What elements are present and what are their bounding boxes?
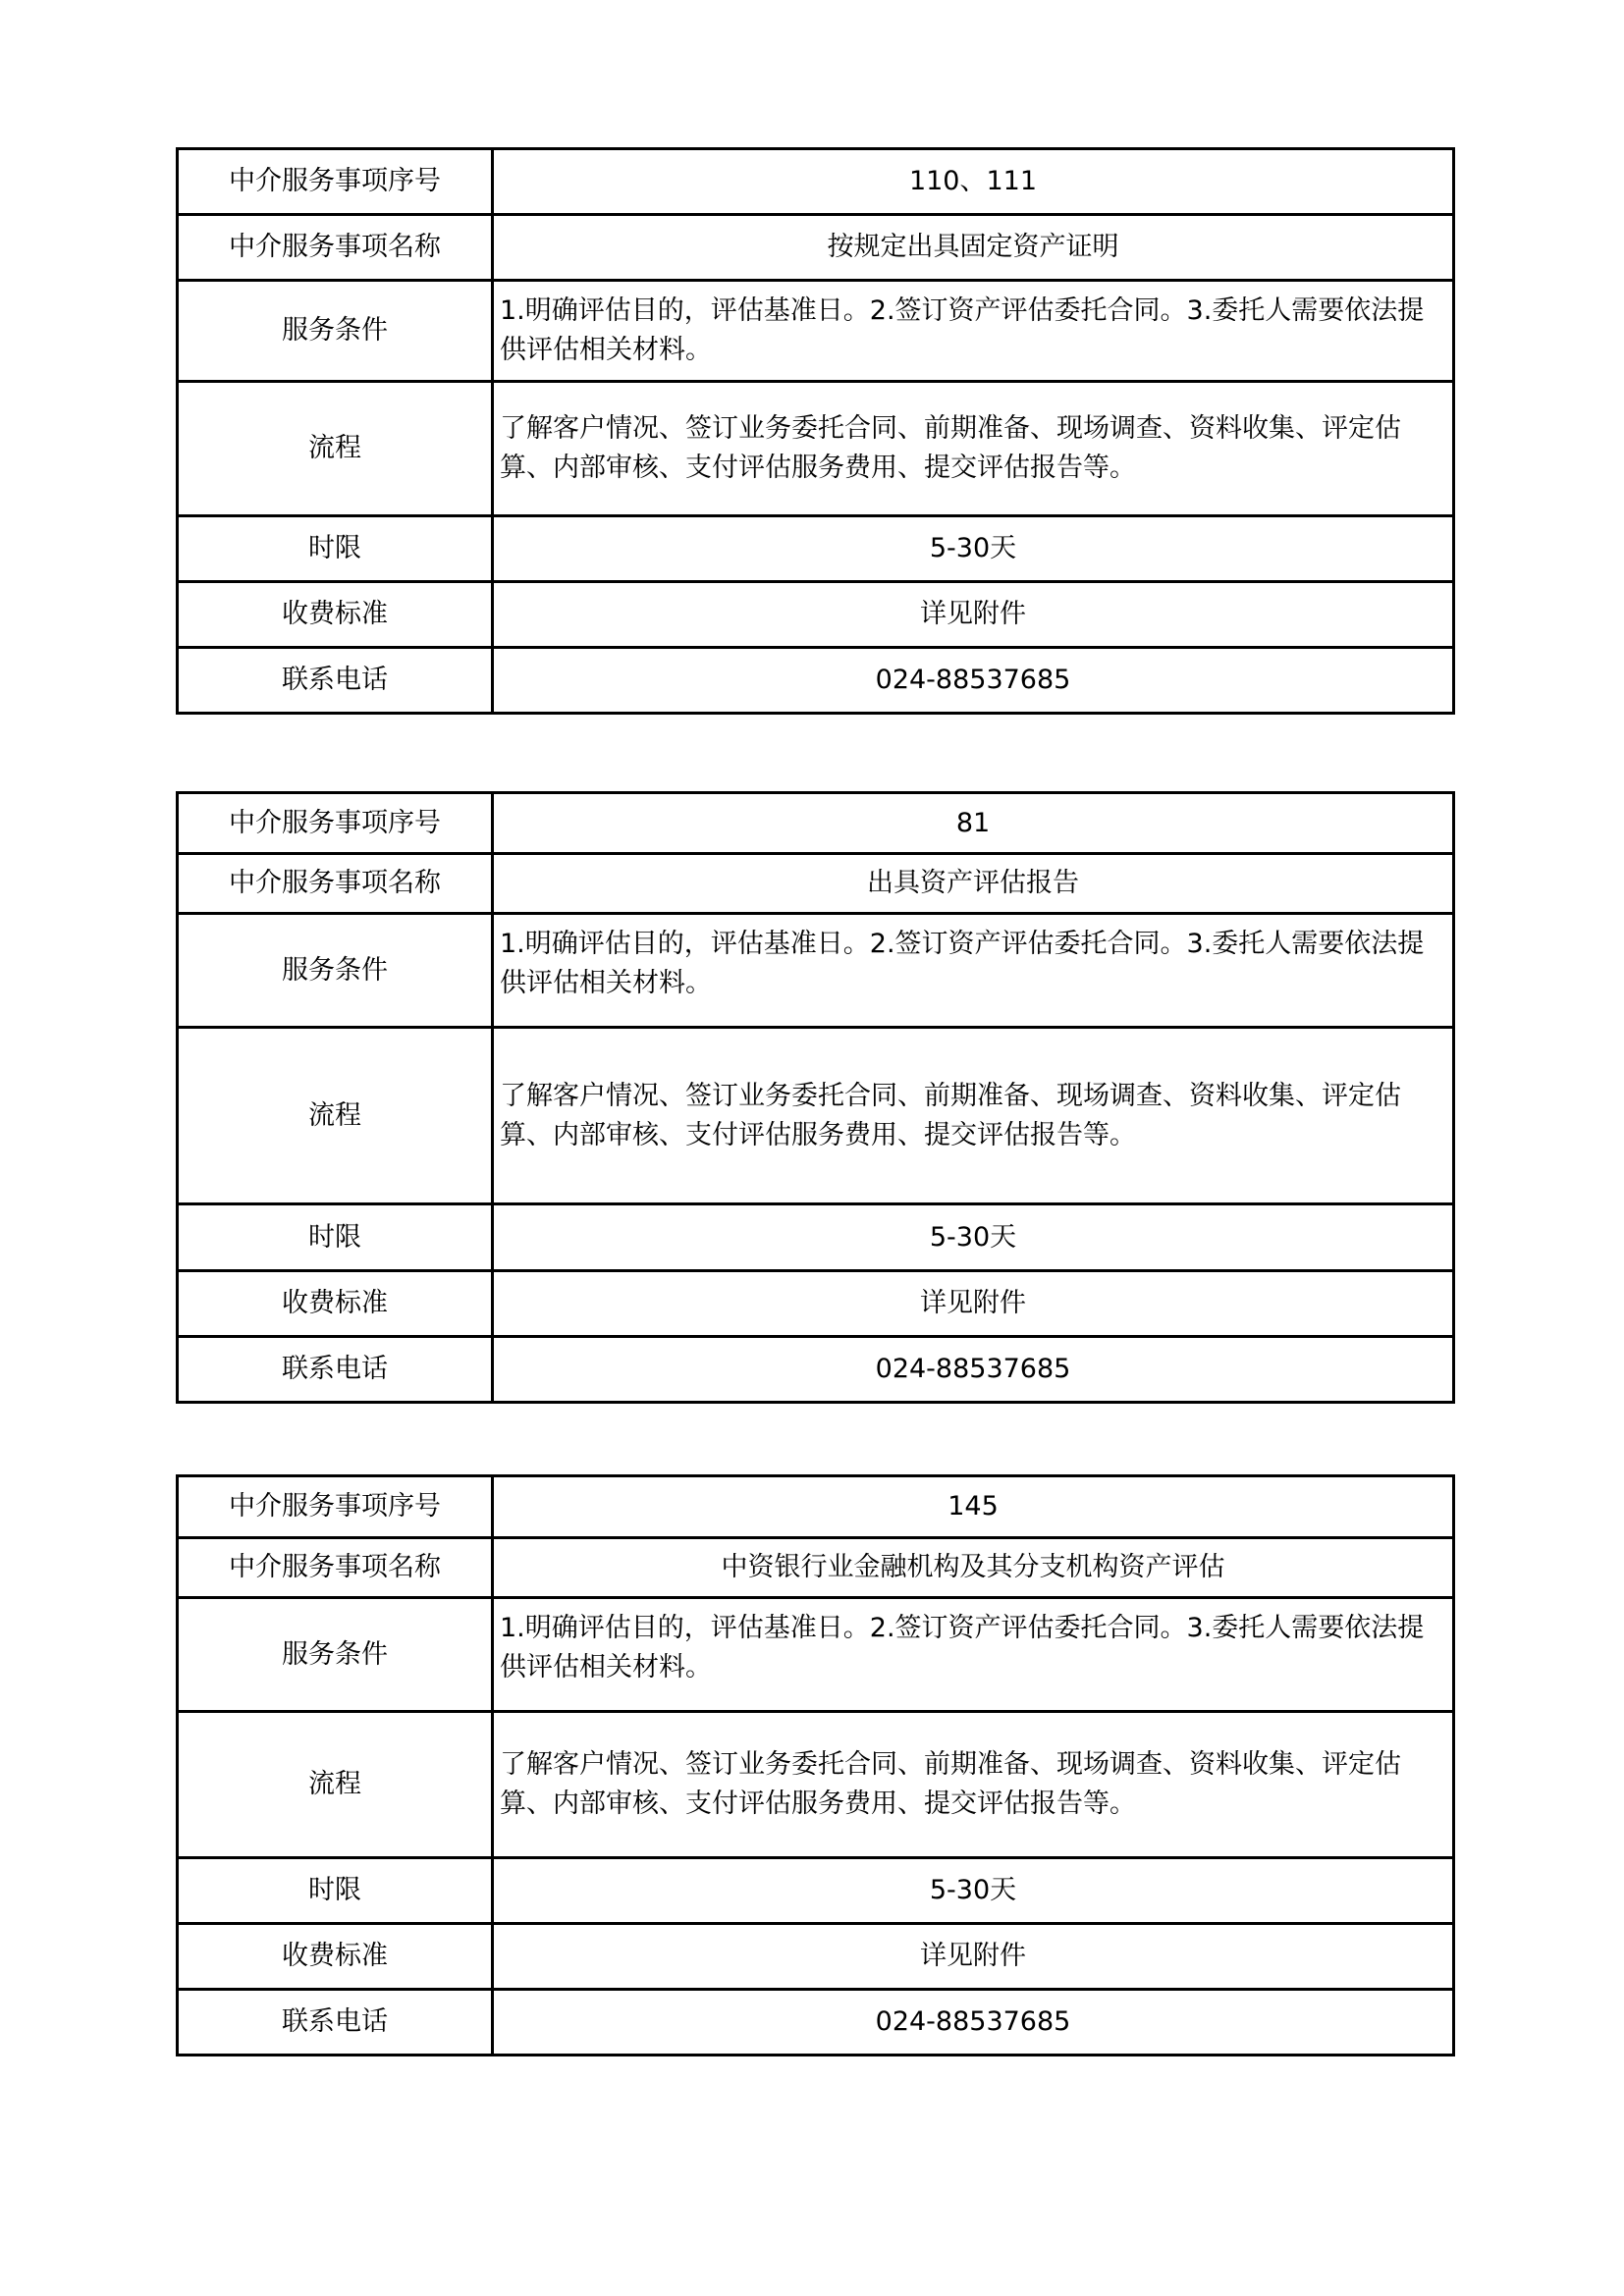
process-value: 了解客户情况、签订业务委托合同、前期准备、现场调查、资料收集、评定估算、内部审核、支付评估服务费用、提交评估报告等。	[493, 1712, 1454, 1858]
name-value: 按规定出具固定资产证明	[493, 215, 1454, 281]
row-serial	[178, 1476, 1454, 1538]
time-limit-label: 时限	[178, 516, 493, 582]
row-conditions	[178, 914, 1454, 1028]
phone-value: 024-88537685	[493, 1337, 1454, 1403]
row-name	[178, 215, 1454, 281]
name-label: 中介服务事项名称	[178, 1538, 493, 1598]
time-limit-label: 时限	[178, 1858, 493, 1924]
phone-value: 024-88537685	[493, 1990, 1454, 2056]
serial-value: 110、111	[493, 149, 1454, 215]
serial-value: 145	[493, 1476, 1454, 1538]
service-table-1	[176, 147, 1455, 715]
serial-value: 81	[493, 793, 1454, 854]
time-limit-value: 5-30天	[493, 1858, 1454, 1924]
phone-label: 联系电话	[178, 1337, 493, 1403]
row-serial	[178, 149, 1454, 215]
row-process	[178, 1028, 1454, 1204]
time-limit-value: 5-30天	[493, 1204, 1454, 1271]
fee-label: 收费标准	[178, 1271, 493, 1337]
process-value: 了解客户情况、签订业务委托合同、前期准备、现场调查、资料收集、评定估算、内部审核、支付评估服务费用、提交评估报告等。	[493, 1028, 1454, 1204]
row-phone	[178, 648, 1454, 714]
row-phone	[178, 1990, 1454, 2056]
process-value: 了解客户情况、签订业务委托合同、前期准备、现场调查、资料收集、评定估算、内部审核、支付评估服务费用、提交评估报告等。	[493, 382, 1454, 516]
row-time-limit	[178, 1858, 1454, 1924]
row-name	[178, 1538, 1454, 1598]
service-table-2	[176, 791, 1455, 1404]
row-time-limit	[178, 516, 1454, 582]
phone-label: 联系电话	[178, 1990, 493, 2056]
conditions-label: 服务条件	[178, 281, 493, 382]
name-value: 出具资产评估报告	[493, 854, 1454, 914]
fee-value: 详见附件	[493, 1924, 1454, 1990]
name-value: 中资银行业金融机构及其分支机构资产评估	[493, 1538, 1454, 1598]
row-fee	[178, 1924, 1454, 1990]
phone-value: 024-88537685	[493, 648, 1454, 714]
conditions-value: 1.明确评估目的，评估基准日。2.签订资产评估委托合同。3.委托人需要依法提供评估相关材料。	[493, 1598, 1454, 1712]
row-process	[178, 382, 1454, 516]
time-limit-value: 5-30天	[493, 516, 1454, 582]
fee-value: 详见附件	[493, 582, 1454, 648]
conditions-value: 1.明确评估目的，评估基准日。2.签订资产评估委托合同。3.委托人需要依法提供评估相关材料。	[493, 281, 1454, 382]
serial-label: 中介服务事项序号	[178, 1476, 493, 1538]
row-phone	[178, 1337, 1454, 1403]
row-name	[178, 854, 1454, 914]
time-limit-label: 时限	[178, 1204, 493, 1271]
serial-label: 中介服务事项序号	[178, 793, 493, 854]
conditions-label: 服务条件	[178, 914, 493, 1028]
row-time-limit	[178, 1204, 1454, 1271]
row-conditions	[178, 1598, 1454, 1712]
service-table-3	[176, 1474, 1455, 2056]
row-serial	[178, 793, 1454, 854]
phone-label: 联系电话	[178, 648, 493, 714]
fee-value: 详见附件	[493, 1271, 1454, 1337]
serial-label: 中介服务事项序号	[178, 149, 493, 215]
row-fee	[178, 582, 1454, 648]
fee-label: 收费标准	[178, 582, 493, 648]
process-label: 流程	[178, 382, 493, 516]
process-label: 流程	[178, 1712, 493, 1858]
row-process	[178, 1712, 1454, 1858]
conditions-label: 服务条件	[178, 1598, 493, 1712]
conditions-value: 1.明确评估目的，评估基准日。2.签订资产评估委托合同。3.委托人需要依法提供评估相关材料。	[493, 914, 1454, 1028]
name-label: 中介服务事项名称	[178, 215, 493, 281]
fee-label: 收费标准	[178, 1924, 493, 1990]
name-label: 中介服务事项名称	[178, 854, 493, 914]
process-label: 流程	[178, 1028, 493, 1204]
row-fee	[178, 1271, 1454, 1337]
row-conditions	[178, 281, 1454, 382]
